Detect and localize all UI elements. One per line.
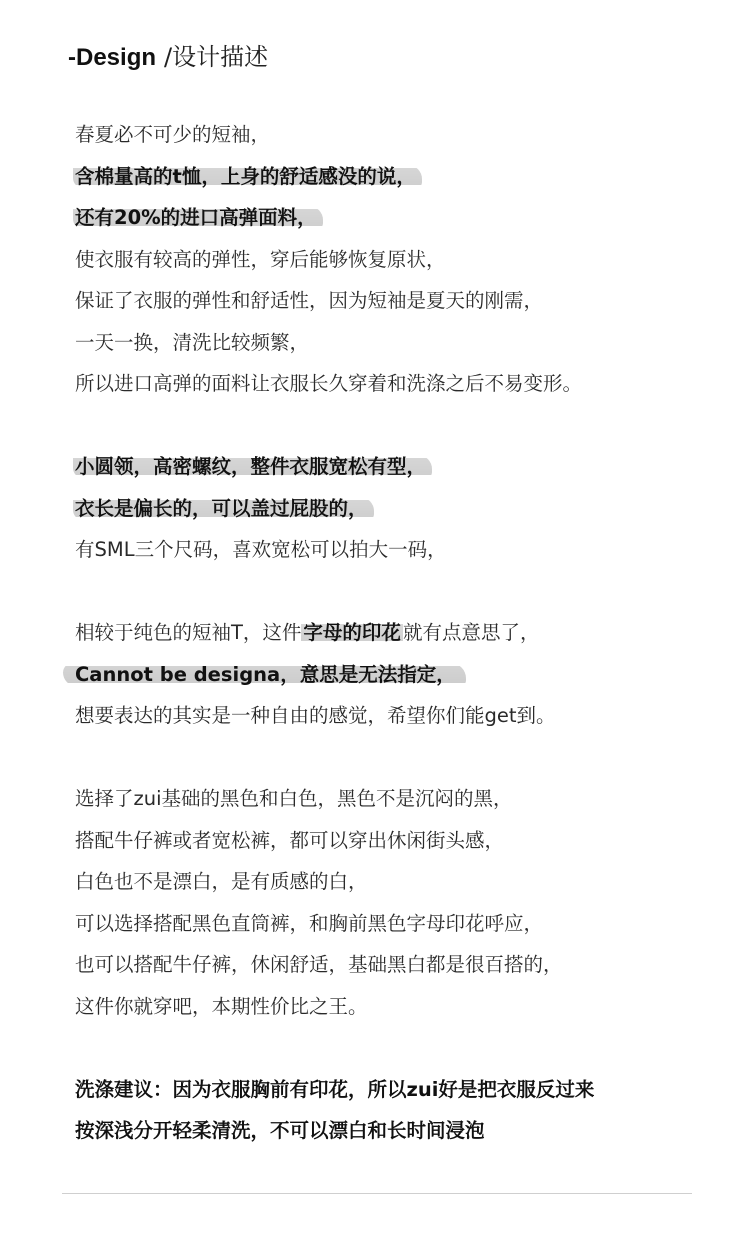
highlight-mark: Cannot be designa，意思是无法指定， [63, 663, 466, 686]
heading-chinese: /设计描述 [164, 43, 269, 71]
paragraph-color [75, 778, 715, 1027]
text-line: 这件你就穿吧，本期性价比之王。 [75, 994, 368, 1018]
heading-english: -Design [68, 44, 157, 71]
text-line: 春夏必不可少的短袖， [75, 123, 271, 146]
highlighted-line [75, 197, 715, 239]
highlight-mark: 衣长是偏长的，可以盖过屁股的， [73, 497, 374, 520]
text-line: 保证了衣服的弹性和舒适性，因为短袖是夏天的刚需， [75, 289, 544, 312]
inline-highlight: 字母的印花 [303, 621, 401, 644]
text-line: 搭配牛仔裤或者宽松裤，都可以穿出休闲街头感， [75, 828, 505, 852]
paragraph-spacer [75, 737, 715, 779]
text-line: 白色也不是漂白，是有质感的白， [75, 870, 368, 893]
text-segment: 就有点意思了， [402, 621, 540, 644]
highlight-mark: 含棉量高的t恤，上身的舒适感没的说， [73, 165, 422, 188]
paragraph-spacer [75, 405, 715, 447]
text-line: 也可以搭配牛仔裤，休闲舒适，基础黑白都是很百搭的， [75, 953, 563, 976]
highlighted-line [75, 446, 715, 488]
paragraph-spacer [75, 1027, 715, 1069]
text-line: 使衣服有较高的弹性，穿后能够恢复原状， [75, 247, 446, 271]
text-segment: 相较于纯色的短袖T，这件 [75, 621, 302, 644]
paragraph-fabric [75, 114, 715, 405]
wash-advice-line: 洗涤建议：因为衣服胸前有印花，所以zui好是把衣服反过来 [75, 1077, 595, 1101]
paragraph-print [75, 612, 715, 737]
text-line: 可以选择搭配黑色直筒裤，和胸前黑色字母印花呼应， [75, 911, 544, 935]
text-line: 所以进口高弹的面料让衣服长久穿着和洗涤之后不易变形。 [75, 372, 583, 395]
text-line: 选择了zui基础的黑色和白色，黑色不是沉闷的黑， [75, 787, 513, 810]
text-line: 想要表达的其实是一种自由的感觉，希望你们能get到。 [75, 704, 556, 727]
highlight-mark: 还有20%的进口高弹面料， [73, 206, 323, 229]
paragraph-wash-advice [75, 1069, 715, 1152]
description-body [75, 114, 715, 1152]
highlighted-line [75, 488, 715, 530]
bottom-divider [62, 1193, 692, 1194]
paragraph-fit [75, 446, 715, 571]
highlighted-line [75, 156, 715, 198]
paragraph-spacer [75, 571, 715, 613]
text-line: 有SML三个尺码，喜欢宽松可以拍大一码， [75, 538, 447, 561]
text-line: 一天一换，清洗比较频繁， [75, 330, 310, 354]
text-line [75, 612, 715, 654]
highlight-mark: 小圆领，高密螺纹，整件衣服宽松有型， [73, 455, 432, 478]
highlighted-line [75, 654, 715, 696]
wash-advice-line: 按深浅分开轻柔清洗，不可以漂白和长时间浸泡 [75, 1119, 485, 1142]
section-heading [68, 40, 268, 75]
